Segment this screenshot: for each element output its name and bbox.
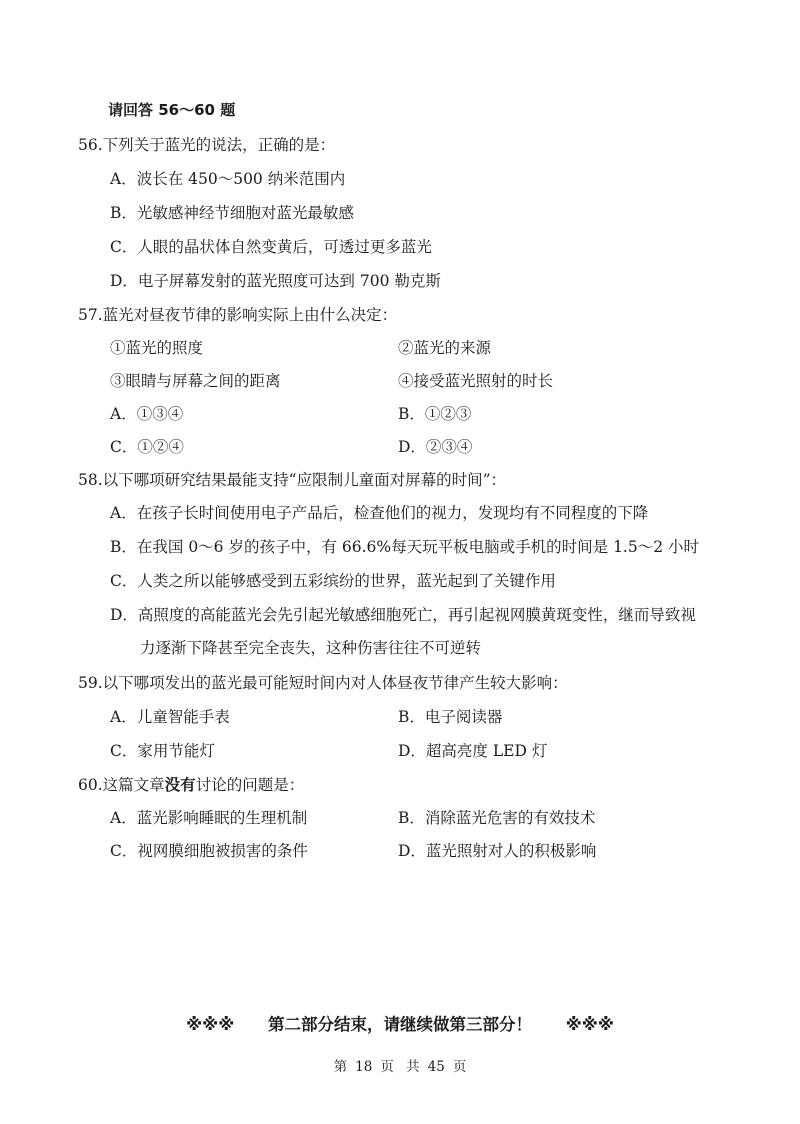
q57-item-3: ③眼睛与屏幕之间的距离	[110, 372, 281, 390]
section-title: 请回答 56～60 题	[108, 101, 236, 119]
q58-option-c: C．人类之所以能够感受到五彩缤纷的世界，蓝光起到了关键作用	[110, 572, 556, 590]
question-text: 以下哪项发出的蓝光最可能短时间内对人体昼夜节律产生较大影响：	[102, 674, 568, 692]
question-text-post: 讨论的问题是：	[195, 776, 305, 794]
question-59-stem	[78, 673, 568, 693]
q58-option-d-continued: 力逐渐下降甚至完全丧失，这种伤害往往不可逆转	[140, 639, 482, 657]
q57-option-b: B．①②③	[398, 405, 472, 423]
question-text-pre: 这篇文章	[102, 776, 165, 794]
question-58-stem	[78, 470, 506, 490]
question-text-emphasis: 没有	[164, 776, 196, 794]
q56-option-a: A．波长在 450～500 纳米范围内	[110, 170, 346, 188]
question-number: 60.	[78, 776, 103, 794]
q57-option-d: D．②③④	[398, 438, 473, 456]
q58-option-d: D．高照度的高能蓝光会先引起光敏感细胞死亡，再引起视网膜黄斑变性，继而导致视	[110, 606, 696, 624]
question-text: 以下哪项研究结果最能支持“应限制儿童面对屏幕的时间”：	[102, 471, 507, 489]
q60-option-d: D．蓝光照射对人的积极影响	[398, 842, 597, 860]
q57-option-a: A．①③④	[110, 405, 184, 423]
question-number: 57.	[78, 306, 103, 324]
section-end-message: 第二部分结束，请继续做第三部分！	[268, 1015, 532, 1034]
q56-option-c: C．人眼的晶状体自然变黄后，可透过更多蓝光	[110, 238, 432, 256]
q59-option-c: C．家用节能灯	[110, 742, 215, 760]
q56-option-d: D．电子屏幕发射的蓝光照度可达到 700 勒克斯	[110, 272, 441, 290]
q59-option-d: D．超高亮度 LED 灯	[398, 742, 548, 760]
question-number: 56.	[78, 136, 103, 154]
q58-option-a: A．在孩子长时间使用电子产品后，检查他们的视力，发现均有不同程度的下降	[110, 504, 649, 522]
question-number: 59.	[78, 674, 103, 692]
question-text: 下列关于蓝光的说法，正确的是：	[102, 136, 336, 154]
q60-option-b: B．消除蓝光危害的有效技术	[398, 809, 596, 827]
q58-option-b: B．在我国 0～6 岁的孩子中，有 66.6%每天玩平板电脑或手机的时间是 1.5～2 小时	[110, 538, 700, 556]
q59-option-b: B．电子阅读器	[398, 708, 503, 726]
page-current: 18	[355, 1059, 373, 1075]
q56-option-b: B．光敏感神经节细胞对蓝光最敏感	[110, 204, 354, 222]
question-56-stem	[78, 135, 335, 155]
q59-option-a: A．儿童智能手表	[110, 708, 230, 726]
q57-item-2: ②蓝光的来源	[398, 339, 492, 357]
section-end-banner	[0, 1015, 800, 1035]
question-60-stem	[78, 775, 304, 795]
page-suffix: 页	[452, 1059, 467, 1075]
stars-left: ※※※	[186, 1015, 235, 1034]
q60-option-c: C．视网膜细胞被损害的条件	[110, 842, 308, 860]
q57-option-c: C．①②④	[110, 438, 184, 456]
q57-item-4: ④接受蓝光照射的时长	[398, 372, 554, 390]
question-text: 蓝光对昼夜节律的影响实际上由什么决定：	[102, 306, 398, 324]
q60-option-a: A．蓝光影响睡眠的生理机制	[110, 809, 308, 827]
page-mid2: 共	[406, 1059, 420, 1075]
stars-right: ※※※	[565, 1015, 614, 1034]
page-mid1: 页	[380, 1059, 394, 1075]
question-57-stem	[78, 305, 397, 325]
q57-item-1: ①蓝光的照度	[110, 339, 204, 357]
question-number: 58.	[78, 471, 103, 489]
page-prefix: 第	[333, 1059, 348, 1075]
page-total: 45	[427, 1059, 445, 1075]
page-number	[0, 1057, 800, 1077]
